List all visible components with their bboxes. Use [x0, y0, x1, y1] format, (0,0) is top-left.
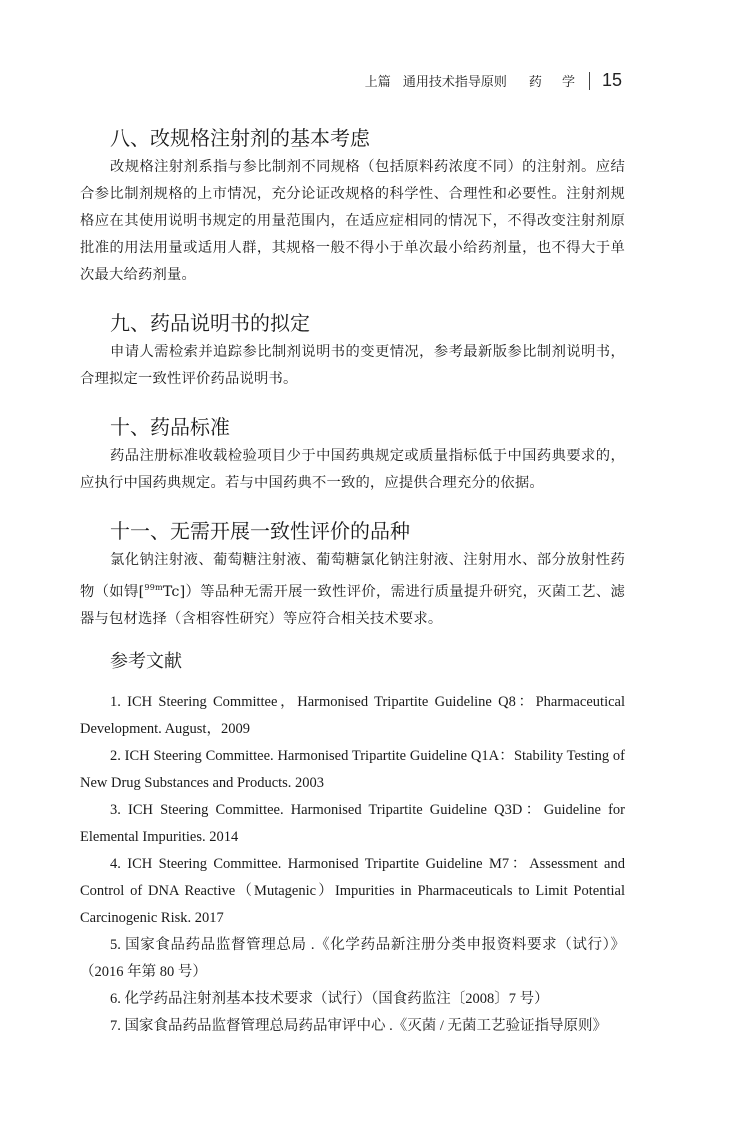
- header-chapter: 药 学: [528, 75, 583, 90]
- page-content: [80, 122, 625, 1040]
- section-heading: 十、药品标准: [110, 415, 230, 439]
- section-body-part: Tc]）等品种无需开展一致性评价，需进行质量提升研究，灭菌工艺、滤器与包材选择（含相容性研究）等应符合相关技术要求。: [80, 583, 626, 627]
- section-heading: 十一、无需开展一致性评价的品种: [110, 519, 410, 543]
- section-heading: 九、药品说明书的拟定: [110, 311, 310, 335]
- running-header: [365, 70, 622, 91]
- reference-item: 2. ICH Steering Committee. Harmonised Tripartite Guideline Q1A：Stability Testing of New Drug Substances and Products. 2003: [80, 747, 625, 791]
- section-heading: 八、改规格注射剂的基本考虑: [110, 126, 370, 150]
- reference-list: [80, 689, 625, 1040]
- references-title: 参考文献: [110, 650, 182, 672]
- page-number: 15: [601, 70, 622, 90]
- header-divider: [589, 72, 590, 90]
- reference-item: 1. ICH Steering Committee，Harmonised Tripartite Guideline Q8：Pharmaceutical Development. August，2009: [80, 693, 625, 737]
- section-body: 申请人需检索并追踪参比制剂说明书的变更情况，参考最新版参比制剂说明书，合理拟定一致性评价药品说明书。: [80, 344, 625, 387]
- header-section: 通用技术指导原则: [402, 75, 507, 90]
- header-part: 上篇: [364, 75, 391, 90]
- section-body-part: 氯化钠注射液、葡萄糖注射液、葡萄糖氯化钠注射液、注射用水、部分放射性药物（如锝[: [80, 552, 625, 600]
- isotope-superscript: 99m: [144, 583, 163, 592]
- section-body: 药品注册标准收载检验项目少于中国药典规定或质量指标低于中国药典要求的，应执行中国药典规定。若与中国药典不一致的，应提供合理充分的依据。: [80, 448, 625, 491]
- reference-item: 4. ICH Steering Committee. Harmonised Tripartite Guideline M7：Assessment and Control of DNA Reactive（Mutagenic）Impurities in Pharmaceuticals to Limit Potential Carcinogenic Risk. 2017: [80, 855, 625, 926]
- reference-item: 3. ICH Steering Committee. Harmonised Tripartite Guideline Q3D：Guideline for Elemental Impurities. 2014: [80, 801, 625, 845]
- section-body: 改规格注射剂系指与参比制剂不同规格（包括原料药浓度不同）的注射剂。应结合参比制剂规格的上市情况，充分论证改规格的科学性、合理性和必要性。注射剂规格应在其使用说明书规定的用量范围内，在适应症相同的情况下，不得改变注射剂原批准的用法用量或适用人群，其规格一般不得小于单次最小给药剂量，也不得大于单次最大给药剂量。: [80, 159, 625, 283]
- reference-item: 6. 化学药品注射剂基本技术要求（试行）（国食药监注〔2008〕7 号）: [110, 990, 549, 1007]
- section-body: [80, 547, 625, 633]
- reference-item: 5. 国家食品药品监督管理总局 .《化学药品新注册分类申报资料要求（试行）》（2016 年第 80 号）: [80, 936, 625, 980]
- reference-item: 7. 国家食品药品监督管理总局药品审评中心 .《灭菌 / 无菌工艺验证指导原则》: [110, 1017, 608, 1034]
